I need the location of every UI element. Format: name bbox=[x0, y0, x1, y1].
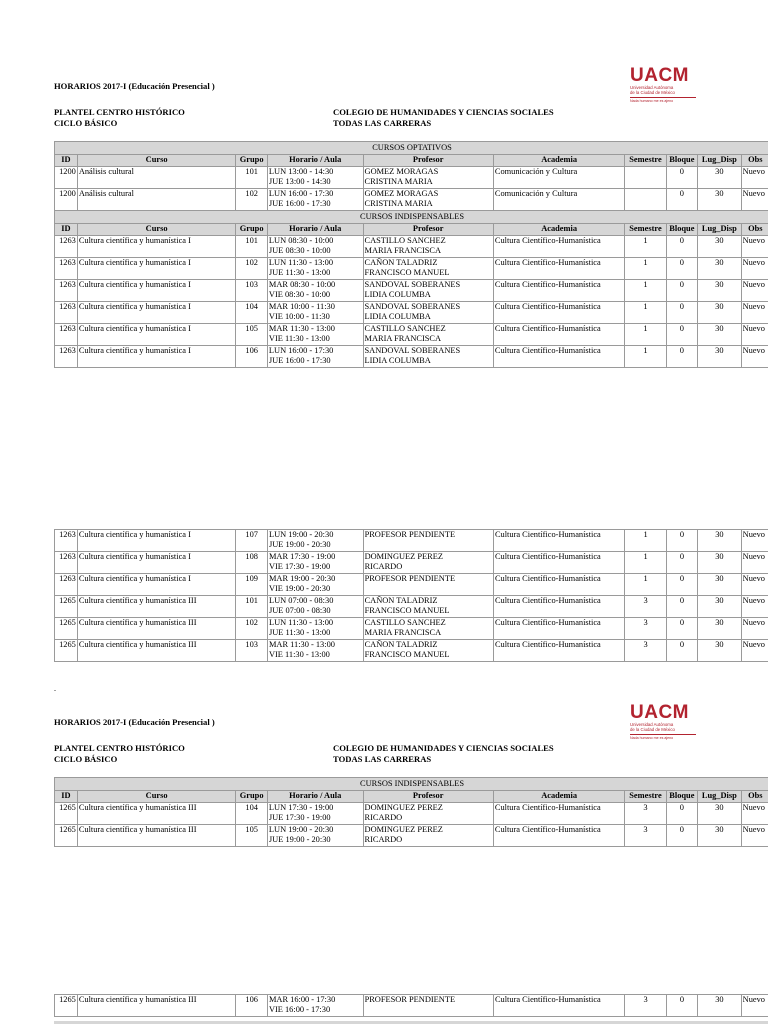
column-header: Profesor bbox=[363, 155, 493, 167]
cell-seats: 30 bbox=[698, 596, 741, 618]
table-row bbox=[55, 574, 768, 596]
column-header: Lug_Disp bbox=[698, 791, 741, 803]
column-header: Lug_Disp bbox=[698, 155, 741, 167]
cell-block: 0 bbox=[666, 618, 698, 640]
cell-block: 0 bbox=[666, 552, 698, 574]
cell-professor: SANDOVAL SOBERANES LIDIA COLUMBA bbox=[363, 302, 493, 324]
cell-schedule: MAR 08:30 - 10:00 VIE 08:30 - 10:00 bbox=[267, 280, 363, 302]
cell-course: Cultura científica y humanística I bbox=[77, 530, 236, 552]
cell-schedule: LUN 19:00 - 20:30 JUE 19:00 - 20:30 bbox=[267, 530, 363, 552]
cell-id: 1263 bbox=[55, 324, 78, 346]
column-header: Grupo bbox=[236, 224, 268, 236]
cell-course: Cultura científica y humanística III bbox=[77, 596, 236, 618]
cell-block: 0 bbox=[666, 280, 698, 302]
column-header: Grupo bbox=[236, 791, 268, 803]
column-header: Semestre bbox=[625, 224, 666, 236]
cell-seats: 30 bbox=[698, 302, 741, 324]
cell-semester: 1 bbox=[625, 530, 666, 552]
college-block: COLEGIO DE HUMANIDADES Y CIENCIAS SOCIALES TODAS LAS CARRERAS bbox=[333, 743, 554, 764]
cell-academy: Cultura Científico-Humanística bbox=[493, 302, 624, 324]
cell-block: 0 bbox=[666, 302, 698, 324]
cell-group: 105 bbox=[236, 825, 268, 847]
cell-block: 0 bbox=[666, 189, 698, 211]
cell-academy: Cultura Científico-Humanística bbox=[493, 574, 624, 596]
cell-seats: 30 bbox=[698, 236, 741, 258]
cell-block: 0 bbox=[666, 346, 698, 368]
column-header-row bbox=[55, 791, 768, 803]
page-title: HORARIOS 2017-I (Educación Presencial ) bbox=[54, 717, 215, 727]
cell-obs: Nuevo bbox=[741, 167, 768, 189]
cell-schedule: MAR 19:00 - 20:30 VIE 19:00 - 20:30 bbox=[267, 574, 363, 596]
cell-id: 1265 bbox=[55, 803, 78, 825]
cell-seats: 30 bbox=[698, 167, 741, 189]
cell-seats: 30 bbox=[698, 825, 741, 847]
cell-professor: CASTILLO SANCHEZ MARIA FRANCISCA bbox=[363, 324, 493, 346]
cell-id: 1265 bbox=[55, 618, 78, 640]
cell-schedule: LUN 08:30 - 10:00 JUE 08:30 - 10:00 bbox=[267, 236, 363, 258]
cell-schedule: MAR 17:30 - 19:00 VIE 17:30 - 19:00 bbox=[267, 552, 363, 574]
uacm-logo: UACM Universidad Autónoma de la Ciudad de México Nada humano me es ajeno bbox=[630, 703, 696, 740]
cell-academy: Comunicación y Cultura bbox=[493, 189, 624, 211]
cell-obs: Nuevo bbox=[741, 530, 768, 552]
cell-id: 1263 bbox=[55, 346, 78, 368]
cell-schedule: LUN 11:30 - 13:00 JUE 11:30 - 13:00 bbox=[267, 618, 363, 640]
cell-id: 1265 bbox=[55, 640, 78, 662]
schedule-table bbox=[54, 777, 768, 847]
cell-schedule: LUN 16:00 - 17:30 JUE 16:00 - 17:30 bbox=[267, 189, 363, 211]
cell-academy: Cultura Científico-Humanística bbox=[493, 803, 624, 825]
cell-id: 1263 bbox=[55, 280, 78, 302]
cell-professor: DOMINGUEZ PEREZ RICARDO bbox=[363, 803, 493, 825]
cell-professor: SANDOVAL SOBERANES LIDIA COLUMBA bbox=[363, 346, 493, 368]
cell-schedule: LUN 19:00 - 20:30 JUE 19:00 - 20:30 bbox=[267, 825, 363, 847]
table-row bbox=[55, 596, 768, 618]
cell-professor: DOMINGUEZ PEREZ RICARDO bbox=[363, 552, 493, 574]
cell-professor: DOMINGUEZ PEREZ RICARDO bbox=[363, 825, 493, 847]
cell-group: 105 bbox=[236, 324, 268, 346]
cell-semester: 1 bbox=[625, 302, 666, 324]
cell-seats: 30 bbox=[698, 574, 741, 596]
cell-block: 0 bbox=[666, 324, 698, 346]
cell-semester: 3 bbox=[625, 596, 666, 618]
cell-semester: 3 bbox=[625, 995, 666, 1017]
cell-course: Cultura científica y humanística I bbox=[77, 302, 236, 324]
college-block: COLEGIO DE HUMANIDADES Y CIENCIAS SOCIALES TODAS LAS CARRERAS bbox=[333, 107, 554, 128]
cell-id: 1263 bbox=[55, 530, 78, 552]
column-header: Obs bbox=[741, 791, 768, 803]
cell-course: Cultura científica y humanística I bbox=[77, 574, 236, 596]
cell-course: Cultura científica y humanística I bbox=[77, 280, 236, 302]
cell-course: Análisis cultural bbox=[77, 167, 236, 189]
cell-academy: Cultura Científico-Humanística bbox=[493, 640, 624, 662]
cell-schedule: LUN 13:00 - 14:30 JUE 13:00 - 14:30 bbox=[267, 167, 363, 189]
campus-block: PLANTEL CENTRO HISTÓRICO CICLO BÁSICO bbox=[54, 743, 185, 764]
column-header: Horario / Aula bbox=[267, 155, 363, 167]
cell-id: 1200 bbox=[55, 167, 78, 189]
cell-block: 0 bbox=[666, 167, 698, 189]
cell-professor: GOMEZ MORAGAS CRISTINA MARIA bbox=[363, 189, 493, 211]
cell-obs: Nuevo bbox=[741, 302, 768, 324]
cell-semester: 3 bbox=[625, 640, 666, 662]
cell-block: 0 bbox=[666, 995, 698, 1017]
cell-group: 101 bbox=[236, 167, 268, 189]
cell-block: 0 bbox=[666, 574, 698, 596]
cell-professor: CAÑON TALADRIZ FRANCISCO MANUEL bbox=[363, 596, 493, 618]
cell-course: Cultura científica y humanística III bbox=[77, 618, 236, 640]
cell-course: Cultura científica y humanística III bbox=[77, 995, 236, 1017]
column-header: Horario / Aula bbox=[267, 791, 363, 803]
cell-id: 1263 bbox=[55, 552, 78, 574]
cell-seats: 30 bbox=[698, 530, 741, 552]
cell-obs: Nuevo bbox=[741, 995, 768, 1017]
cell-professor: PROFESOR PENDIENTE bbox=[363, 995, 493, 1017]
column-header: Semestre bbox=[625, 791, 666, 803]
cell-id: 1263 bbox=[55, 574, 78, 596]
table-row bbox=[55, 167, 768, 189]
column-header: ID bbox=[55, 155, 78, 167]
cell-group: 106 bbox=[236, 995, 268, 1017]
cell-professor: CAÑON TALADRIZ FRANCISCO MANUEL bbox=[363, 640, 493, 662]
table-row bbox=[55, 530, 768, 552]
cell-semester bbox=[625, 189, 666, 211]
cell-semester: 3 bbox=[625, 825, 666, 847]
column-header: Profesor bbox=[363, 791, 493, 803]
cell-academy: Cultura Científico-Humanística bbox=[493, 825, 624, 847]
column-header: Bloque bbox=[666, 155, 698, 167]
cell-academy: Cultura Científico-Humanística bbox=[493, 995, 624, 1017]
cell-semester: 1 bbox=[625, 324, 666, 346]
cell-course: Cultura científica y humanística III bbox=[77, 825, 236, 847]
cell-group: 108 bbox=[236, 552, 268, 574]
table-row bbox=[55, 825, 768, 847]
table-row bbox=[55, 280, 768, 302]
cell-group: 101 bbox=[236, 596, 268, 618]
table-row bbox=[55, 803, 768, 825]
cell-schedule: MAR 10:00 - 11:30 VIE 10:00 - 11:30 bbox=[267, 302, 363, 324]
cell-group: 109 bbox=[236, 574, 268, 596]
cell-schedule: MAR 11:30 - 13:00 VIE 11:30 - 13:00 bbox=[267, 324, 363, 346]
table-row bbox=[55, 640, 768, 662]
cell-seats: 30 bbox=[698, 258, 741, 280]
cell-course: Cultura científica y humanística I bbox=[77, 552, 236, 574]
cell-seats: 30 bbox=[698, 995, 741, 1017]
column-header: Semestre bbox=[625, 155, 666, 167]
column-header: Curso bbox=[77, 791, 236, 803]
schedule-table bbox=[54, 141, 768, 368]
cell-professor: CAÑON TALADRIZ FRANCISCO MANUEL bbox=[363, 258, 493, 280]
column-header: Profesor bbox=[363, 224, 493, 236]
cell-seats: 30 bbox=[698, 640, 741, 662]
table-row bbox=[55, 346, 768, 368]
cell-id: 1265 bbox=[55, 995, 78, 1017]
cell-obs: Nuevo bbox=[741, 596, 768, 618]
cell-id: 1263 bbox=[55, 236, 78, 258]
column-header: Obs bbox=[741, 224, 768, 236]
cell-semester bbox=[625, 167, 666, 189]
table-row bbox=[55, 324, 768, 346]
cell-schedule: LUN 17:30 - 19:00 JUE 17:30 - 19:00 bbox=[267, 803, 363, 825]
cell-group: 102 bbox=[236, 258, 268, 280]
cell-professor: CASTILLO SANCHEZ MARIA FRANCISCA bbox=[363, 236, 493, 258]
cell-obs: Nuevo bbox=[741, 640, 768, 662]
cell-obs: Nuevo bbox=[741, 324, 768, 346]
section-header: CURSOS INDISPENSABLES bbox=[55, 211, 768, 224]
cell-course: Cultura científica y humanística I bbox=[77, 324, 236, 346]
cell-schedule: LUN 07:00 - 08:30 JUE 07:00 - 08:30 bbox=[267, 596, 363, 618]
cell-obs: Nuevo bbox=[741, 825, 768, 847]
cell-seats: 30 bbox=[698, 618, 741, 640]
table-row bbox=[55, 995, 768, 1017]
cell-group: 103 bbox=[236, 280, 268, 302]
table-row bbox=[55, 552, 768, 574]
cell-academy: Cultura Científico-Humanística bbox=[493, 258, 624, 280]
cell-seats: 30 bbox=[698, 346, 741, 368]
column-header: ID bbox=[55, 224, 78, 236]
cell-seats: 30 bbox=[698, 803, 741, 825]
cell-seats: 30 bbox=[698, 280, 741, 302]
cell-professor: SANDOVAL SOBERANES LIDIA COLUMBA bbox=[363, 280, 493, 302]
table-row bbox=[55, 189, 768, 211]
cell-block: 0 bbox=[666, 825, 698, 847]
cell-block: 0 bbox=[666, 803, 698, 825]
cell-professor: PROFESOR PENDIENTE bbox=[363, 530, 493, 552]
section-header: CURSOS INDISPENSABLES bbox=[55, 778, 768, 791]
uacm-logo: UACM Universidad Autónoma de la Ciudad de México Nada humano me es ajeno bbox=[630, 66, 696, 103]
cell-schedule: LUN 11:30 - 13:00 JUE 11:30 - 13:00 bbox=[267, 258, 363, 280]
cell-block: 0 bbox=[666, 258, 698, 280]
page-separator: . bbox=[54, 684, 56, 693]
column-header: Horario / Aula bbox=[267, 224, 363, 236]
cell-schedule: MAR 11:30 - 13:00 VIE 11:30 - 13:00 bbox=[267, 640, 363, 662]
cell-id: 1265 bbox=[55, 825, 78, 847]
column-header: Curso bbox=[77, 224, 236, 236]
cell-course: Análisis cultural bbox=[77, 189, 236, 211]
cell-academy: Cultura Científico-Humanística bbox=[493, 280, 624, 302]
cell-id: 1200 bbox=[55, 189, 78, 211]
cell-academy: Cultura Científico-Humanística bbox=[493, 618, 624, 640]
cell-professor: PROFESOR PENDIENTE bbox=[363, 574, 493, 596]
cell-semester: 1 bbox=[625, 346, 666, 368]
cell-block: 0 bbox=[666, 640, 698, 662]
cell-semester: 1 bbox=[625, 280, 666, 302]
cell-obs: Nuevo bbox=[741, 189, 768, 211]
table-row bbox=[55, 302, 768, 324]
campus-block: PLANTEL CENTRO HISTÓRICO CICLO BÁSICO bbox=[54, 107, 185, 128]
schedule-table bbox=[54, 529, 768, 662]
section-header: CURSOS OPTATIVOS bbox=[55, 142, 768, 155]
cell-group: 102 bbox=[236, 189, 268, 211]
cell-academy: Cultura Científico-Humanística bbox=[493, 236, 624, 258]
cell-group: 104 bbox=[236, 302, 268, 324]
cell-semester: 1 bbox=[625, 574, 666, 596]
cell-semester: 1 bbox=[625, 258, 666, 280]
cell-group: 101 bbox=[236, 236, 268, 258]
cell-group: 107 bbox=[236, 530, 268, 552]
page-title: HORARIOS 2017-I (Educación Presencial ) bbox=[54, 81, 215, 91]
cell-obs: Nuevo bbox=[741, 574, 768, 596]
cell-semester: 1 bbox=[625, 552, 666, 574]
cell-schedule: MAR 16:00 - 17:30 VIE 16:00 - 17:30 bbox=[267, 995, 363, 1017]
column-header: Grupo bbox=[236, 155, 268, 167]
column-header: Curso bbox=[77, 155, 236, 167]
column-header: ID bbox=[55, 791, 78, 803]
cell-course: Cultura científica y humanística I bbox=[77, 258, 236, 280]
cell-semester: 1 bbox=[625, 236, 666, 258]
cell-obs: Nuevo bbox=[741, 236, 768, 258]
column-header: Academia bbox=[493, 224, 624, 236]
cell-academy: Comunicación y Cultura bbox=[493, 167, 624, 189]
cell-group: 106 bbox=[236, 346, 268, 368]
cell-course: Cultura científica y humanística I bbox=[77, 236, 236, 258]
table-row bbox=[55, 618, 768, 640]
table-row bbox=[55, 258, 768, 280]
cell-course: Cultura científica y humanística III bbox=[77, 803, 236, 825]
column-header: Academia bbox=[493, 791, 624, 803]
column-header: Lug_Disp bbox=[698, 224, 741, 236]
cell-academy: Cultura Científico-Humanística bbox=[493, 552, 624, 574]
cell-obs: Nuevo bbox=[741, 552, 768, 574]
cell-academy: Cultura Científico-Humanística bbox=[493, 530, 624, 552]
cell-group: 103 bbox=[236, 640, 268, 662]
cell-obs: Nuevo bbox=[741, 618, 768, 640]
cell-block: 0 bbox=[666, 596, 698, 618]
cell-academy: Cultura Científico-Humanística bbox=[493, 346, 624, 368]
column-header: Academia bbox=[493, 155, 624, 167]
cell-group: 104 bbox=[236, 803, 268, 825]
cell-obs: Nuevo bbox=[741, 258, 768, 280]
cell-obs: Nuevo bbox=[741, 280, 768, 302]
cell-id: 1263 bbox=[55, 258, 78, 280]
column-header: Bloque bbox=[666, 791, 698, 803]
cell-professor: CASTILLO SANCHEZ MARIA FRANCISCA bbox=[363, 618, 493, 640]
schedule-table bbox=[54, 994, 768, 1017]
cell-academy: Cultura Científico-Humanística bbox=[493, 324, 624, 346]
cell-course: Cultura científica y humanística I bbox=[77, 346, 236, 368]
cell-academy: Cultura Científico-Humanística bbox=[493, 596, 624, 618]
cell-semester: 3 bbox=[625, 803, 666, 825]
cell-block: 0 bbox=[666, 530, 698, 552]
cell-obs: Nuevo bbox=[741, 803, 768, 825]
cell-seats: 30 bbox=[698, 189, 741, 211]
cell-semester: 3 bbox=[625, 618, 666, 640]
cell-group: 102 bbox=[236, 618, 268, 640]
column-header-row bbox=[55, 155, 768, 167]
cell-course: Cultura científica y humanística III bbox=[77, 640, 236, 662]
cell-block: 0 bbox=[666, 236, 698, 258]
table-row bbox=[55, 236, 768, 258]
cell-id: 1265 bbox=[55, 596, 78, 618]
column-header: Obs bbox=[741, 155, 768, 167]
cell-seats: 30 bbox=[698, 324, 741, 346]
cell-id: 1263 bbox=[55, 302, 78, 324]
column-header-row bbox=[55, 224, 768, 236]
column-header: Bloque bbox=[666, 224, 698, 236]
cell-seats: 30 bbox=[698, 552, 741, 574]
cell-obs: Nuevo bbox=[741, 346, 768, 368]
cell-professor: GOMEZ MORAGAS CRISTINA MARIA bbox=[363, 167, 493, 189]
cell-schedule: LUN 16:00 - 17:30 JUE 16:00 - 17:30 bbox=[267, 346, 363, 368]
